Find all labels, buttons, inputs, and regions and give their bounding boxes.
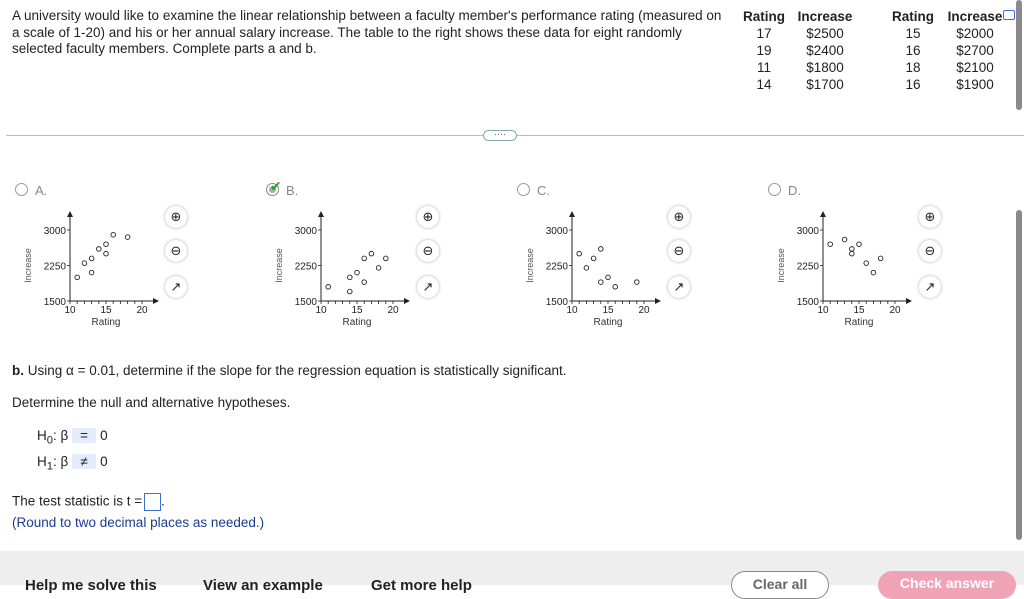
y-tick-label: 2250 [294, 261, 317, 273]
table-cell: 15 [905, 26, 921, 41]
popout-icon[interactable]: ↗ [668, 276, 690, 298]
copy-icon[interactable] [1003, 10, 1015, 20]
top-scrollbar[interactable] [1016, 0, 1022, 110]
data-point [97, 247, 102, 252]
data-point [125, 235, 130, 240]
part-b-label: b. [12, 363, 24, 378]
data-point [89, 256, 94, 261]
h1-sub: 1 [46, 460, 54, 473]
h0-sub: 0 [46, 434, 54, 447]
h1-beta: : β [53, 454, 69, 469]
data-point [104, 251, 109, 256]
problem-text: A university would like to examine the linear relationship between a faculty member's performance rating (measured on a scale of 1-20) and his or her annual salary increase. The table to the right shows these data for eight randomly selected faculty members. Complete parts a and b. [12, 8, 722, 56]
null-hypothesis [37, 428, 108, 447]
option-b-label: B. [286, 183, 299, 198]
option-d[interactable] [768, 180, 1018, 340]
x-tick-label: 20 [136, 305, 148, 316]
scatter-plot-b [266, 205, 416, 340]
y-tick-label: 1500 [796, 297, 819, 308]
table-cell: 19 [756, 43, 772, 58]
table-left-rating-col [740, 8, 788, 93]
x-axis-arrow [906, 298, 912, 304]
scatter-plot-d [768, 205, 918, 340]
data-point [75, 275, 80, 280]
option-a-label: A. [35, 183, 48, 198]
data-point [842, 237, 847, 242]
y-tick-label: 2250 [796, 261, 819, 273]
popout-icon[interactable]: ↗ [165, 276, 187, 298]
footer-bar [0, 551, 1024, 594]
x-axis-arrow [655, 298, 661, 304]
data-point [635, 280, 640, 285]
x-tick-label: 15 [100, 305, 112, 316]
view-example-link[interactable]: View an example [203, 577, 323, 594]
data-point [850, 247, 855, 252]
table-header-rating: Rating [892, 9, 934, 24]
part-b-question [12, 363, 566, 378]
table-header-rating: Rating [743, 9, 785, 24]
clear-all-button[interactable]: Clear all [731, 571, 829, 599]
option-d-label: D. [788, 183, 801, 198]
zoom-out-icon[interactable]: ⊖ [668, 240, 690, 262]
zoom-out-icon[interactable]: ⊖ [919, 240, 941, 262]
y-axis-label: Increase [274, 248, 284, 283]
y-tick-label: 3000 [796, 226, 819, 237]
y-tick-label: 1500 [43, 297, 66, 308]
data-point [584, 266, 589, 271]
y-tick-label: 1500 [294, 297, 317, 308]
h1-value: 0 [100, 454, 108, 469]
y-tick-label: 3000 [43, 226, 66, 237]
option-b[interactable] [266, 180, 516, 340]
test-statistic-row: The test statistic is t = . [12, 493, 165, 511]
zoom-out-icon[interactable]: ⊖ [417, 240, 439, 262]
data-point [348, 289, 353, 294]
round-note: (Round to two decimal places as needed.) [12, 515, 265, 530]
table-cell: $1900 [956, 77, 994, 92]
data-point [362, 280, 367, 285]
help-me-solve-link[interactable]: Help me solve this [25, 577, 157, 594]
data-point [864, 261, 869, 266]
option-c[interactable] [517, 180, 767, 340]
table-right-increase-col [945, 8, 1005, 93]
data-point [828, 242, 833, 247]
x-tick-label: 10 [566, 305, 578, 316]
main-scrollbar[interactable] [1016, 210, 1022, 540]
data-point [606, 275, 611, 280]
y-axis-arrow [820, 211, 826, 217]
option-c-radio[interactable] [517, 183, 530, 196]
zoom-in-icon[interactable]: ⊕ [919, 206, 941, 228]
table-cell: $2500 [806, 26, 844, 41]
x-axis-label: Rating [593, 317, 623, 328]
data-point [591, 256, 596, 261]
table-cell: 18 [905, 60, 921, 75]
popout-icon[interactable]: ↗ [919, 276, 941, 298]
table-cell: 17 [756, 26, 772, 41]
scatter-plot-a [15, 205, 165, 340]
data-point [355, 270, 360, 275]
data-point [878, 256, 883, 261]
x-axis-arrow [404, 298, 410, 304]
x-tick-label: 10 [315, 305, 327, 316]
data-point [348, 275, 353, 280]
h0-value: 0 [100, 428, 108, 443]
x-tick-label: 15 [602, 305, 614, 316]
data-point [369, 251, 374, 256]
x-axis-arrow [153, 298, 159, 304]
table-header-increase: Increase [947, 9, 1003, 24]
zoom-out-icon[interactable]: ⊖ [165, 240, 187, 262]
scatter-plot-c [517, 205, 667, 340]
table-cell: $1800 [806, 60, 844, 75]
data-point [850, 251, 855, 256]
determine-text: Determine the null and alternative hypotheses. [12, 395, 291, 410]
table-cell: $2100 [956, 60, 994, 75]
data-point [613, 285, 618, 290]
get-more-help-link[interactable]: Get more help [371, 577, 472, 594]
y-tick-label: 3000 [294, 226, 317, 237]
h0-prefix: H [37, 428, 47, 443]
option-c-label: C. [537, 183, 550, 198]
data-point [326, 285, 331, 290]
table-cell: $1700 [806, 77, 844, 92]
table-cell: 16 [905, 43, 921, 58]
table-cell: $2000 [956, 26, 994, 41]
data-point [376, 266, 381, 271]
data-point [89, 270, 94, 275]
table-header-increase: Increase [797, 9, 853, 24]
test-stat-label: The test statistic is t = [12, 493, 143, 509]
h1-relation-select[interactable]: ≠ [72, 454, 96, 469]
x-tick-label: 20 [387, 305, 399, 316]
y-axis-label: Increase [776, 248, 786, 283]
option-a-radio[interactable] [15, 183, 28, 196]
data-point [599, 280, 604, 285]
table-cell: $2400 [806, 43, 844, 58]
h0-beta: : β [53, 428, 69, 443]
h0-relation-select[interactable]: = [72, 428, 96, 443]
y-tick-label: 2250 [545, 261, 568, 273]
data-point [384, 256, 389, 261]
y-axis-arrow [569, 211, 575, 217]
popout-icon[interactable]: ↗ [417, 276, 439, 298]
x-axis-label: Rating [844, 317, 874, 328]
zoom-in-icon[interactable]: ⊕ [668, 206, 690, 228]
data-point [362, 256, 367, 261]
h1-prefix: H [37, 454, 47, 469]
table-left-increase-col [795, 8, 855, 93]
data-point [599, 247, 604, 252]
option-a[interactable] [15, 180, 265, 340]
table-cell: 16 [905, 77, 921, 92]
check-answer-button[interactable]: Check answer [878, 571, 1016, 599]
data-point [104, 242, 109, 247]
table-right-rating-col [889, 8, 937, 93]
table-cell: 11 [756, 60, 771, 75]
data-point [111, 232, 116, 237]
x-tick-label: 15 [853, 305, 865, 316]
zoom-in-icon[interactable]: ⊕ [417, 206, 439, 228]
x-tick-label: 15 [351, 305, 363, 316]
table-cell: $2700 [956, 43, 994, 58]
data-point [857, 242, 862, 247]
alternative-hypothesis [37, 454, 108, 473]
table-cell: 14 [756, 77, 772, 92]
y-tick-label: 1500 [545, 297, 568, 308]
option-d-radio[interactable] [768, 183, 781, 196]
zoom-in-icon[interactable]: ⊕ [165, 206, 187, 228]
check-icon: ✔ [270, 178, 282, 194]
test-stat-input[interactable] [144, 493, 161, 511]
data-point [577, 251, 582, 256]
y-tick-label: 2250 [43, 261, 66, 273]
x-tick-label: 20 [889, 305, 901, 316]
x-axis-label: Rating [91, 317, 121, 328]
y-tick-label: 3000 [545, 226, 568, 237]
data-point [871, 270, 876, 275]
y-axis-label: Increase [525, 248, 535, 283]
y-axis-label: Increase [23, 248, 33, 283]
y-axis-arrow [318, 211, 324, 217]
x-tick-label: 10 [64, 305, 76, 316]
x-tick-label: 20 [638, 305, 650, 316]
x-axis-label: Rating [342, 317, 372, 328]
more-icon[interactable]: ···· [483, 130, 517, 141]
x-tick-label: 10 [817, 305, 829, 316]
y-axis-arrow [67, 211, 73, 217]
part-b-text: Using α = 0.01, determine if the slope for the regression equation is statistically significant. [27, 363, 567, 378]
data-point [82, 261, 87, 266]
